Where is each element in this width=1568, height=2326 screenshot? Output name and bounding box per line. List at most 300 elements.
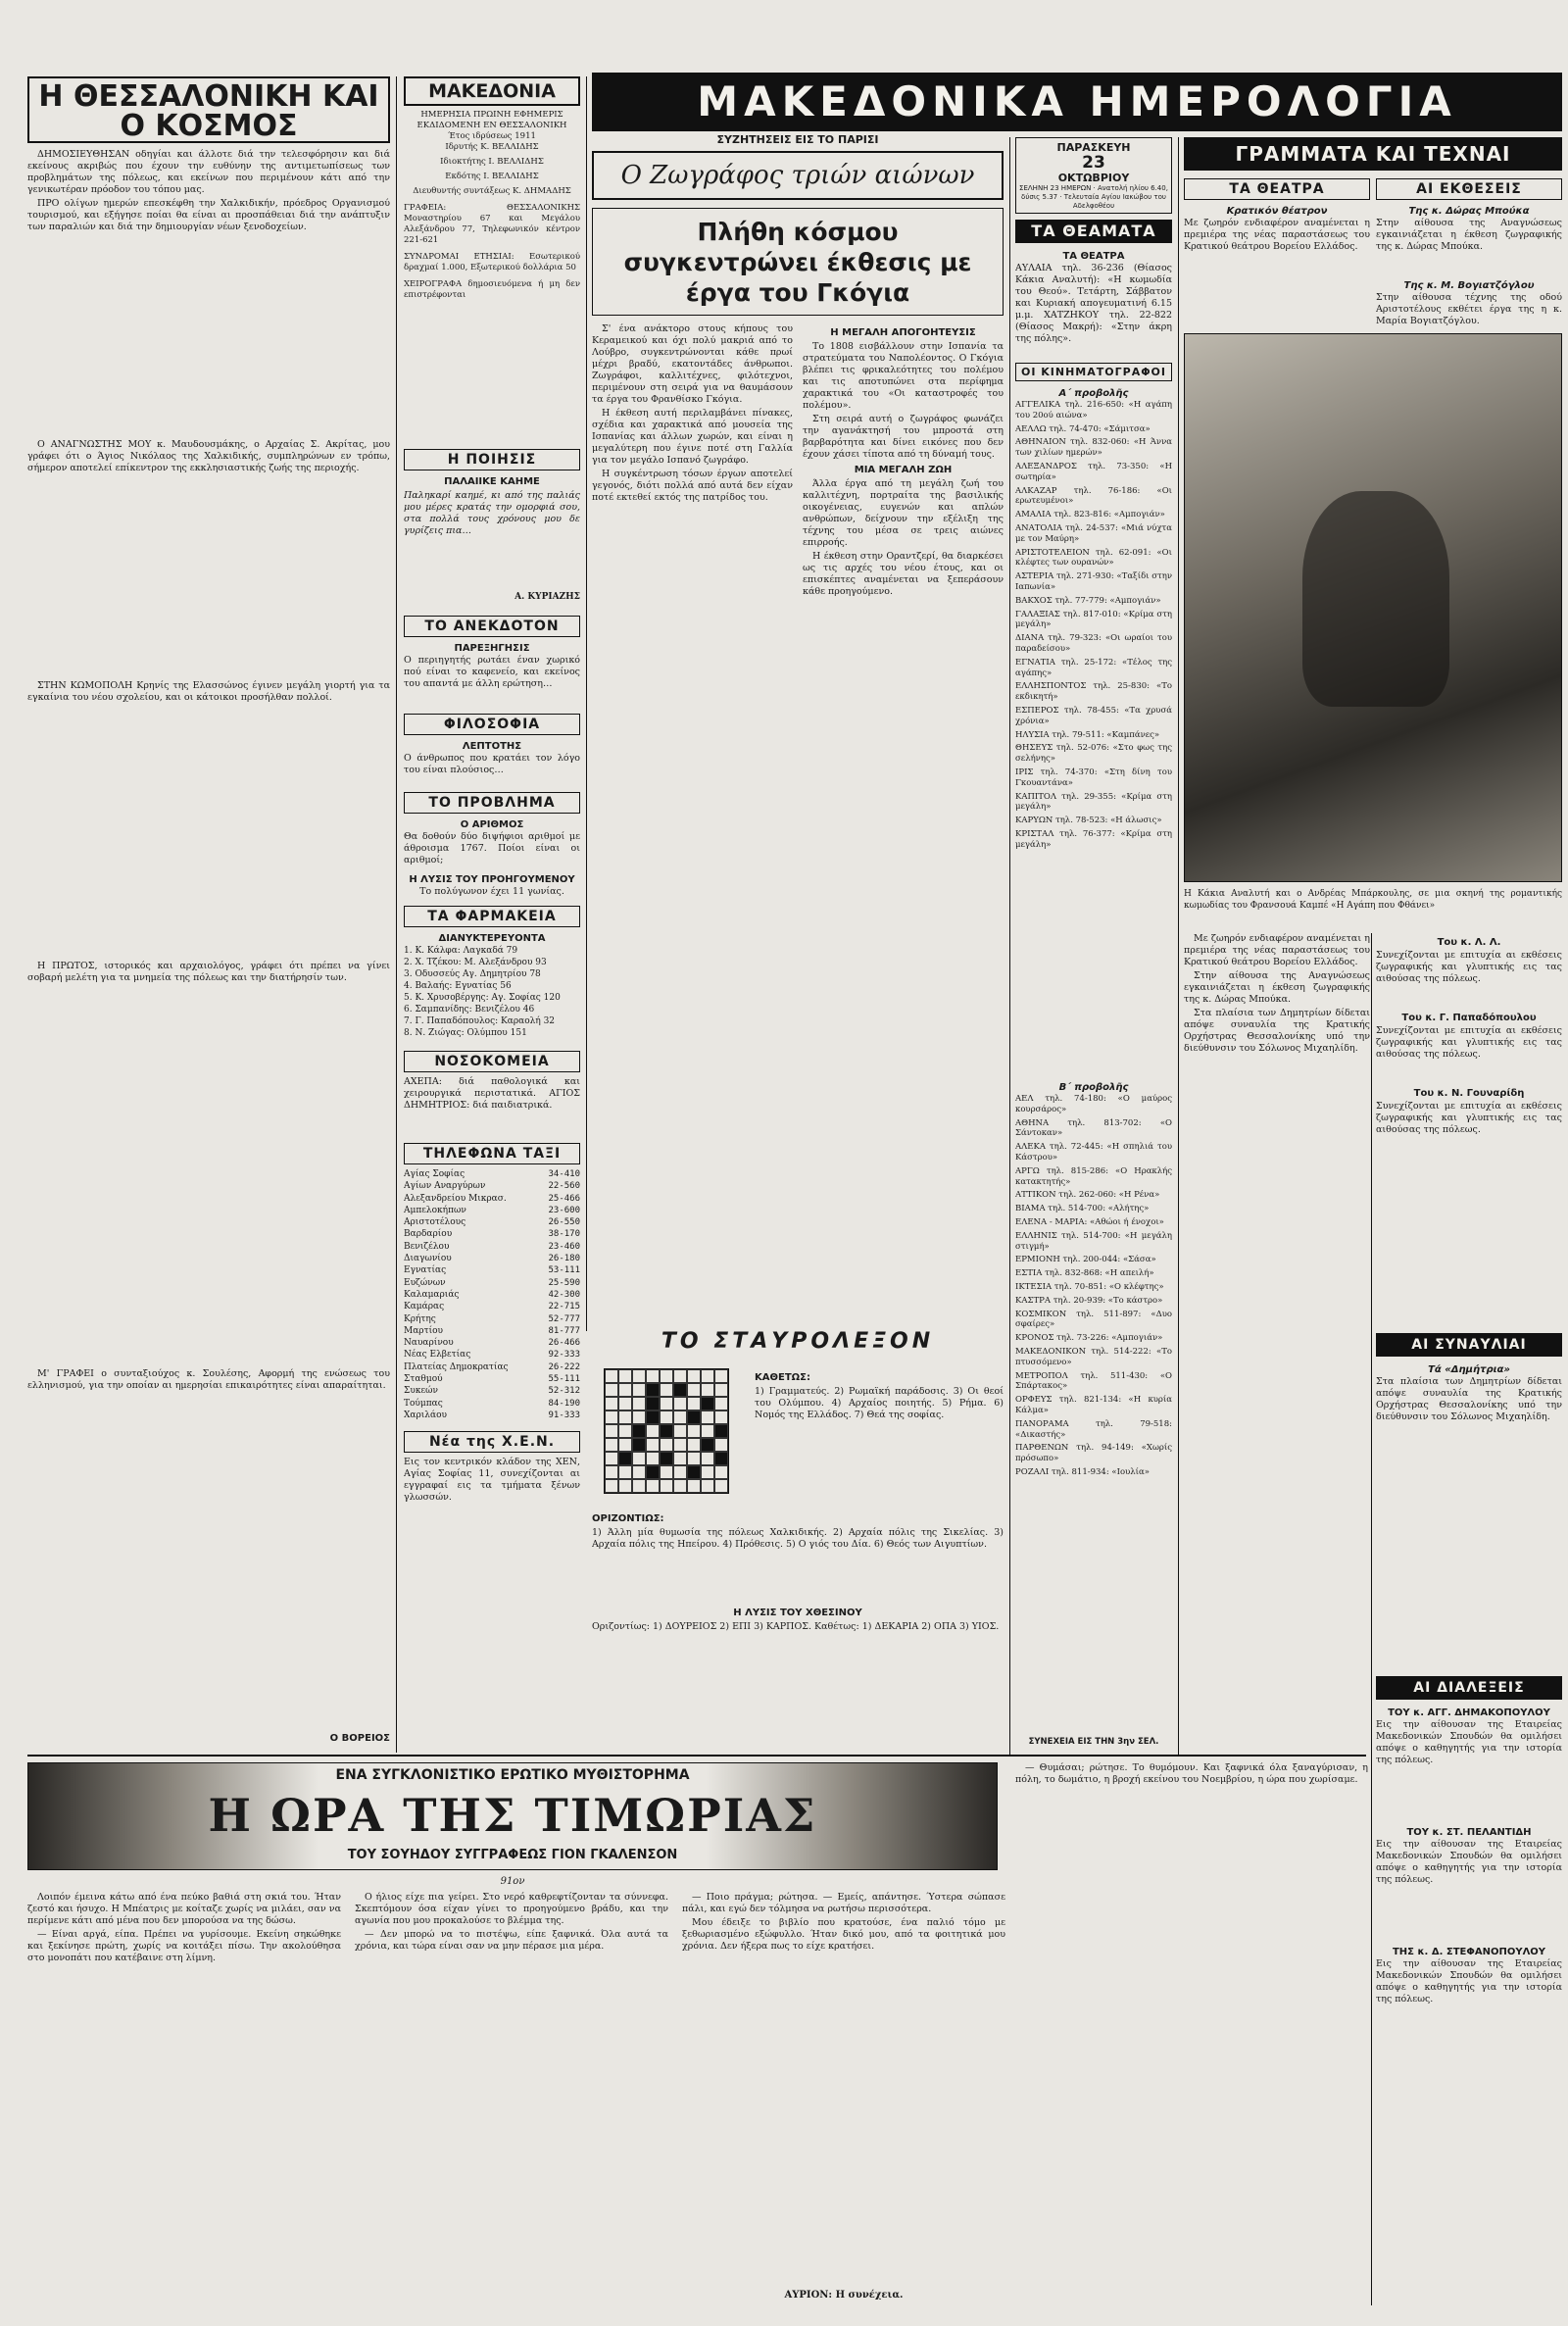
- taxi-phone-row: [404, 1228, 580, 1240]
- crossword-black-cell: [632, 1424, 646, 1438]
- taxi-phone-number: 25-590: [548, 1277, 580, 1288]
- philosophy-subtitle: ΛΕΠΤΟΤΗΣ: [462, 741, 522, 752]
- paragraph: Η έκθεση στην Οραντζερί, θα διαρκέσει ως τις αρχές του νέου έτους, και οι επισκέπτες αναμένεται να ξεπεράσουν κάθε προηγούμενο.: [803, 551, 1004, 597]
- crossword-cell: [646, 1438, 660, 1452]
- theatre-subheading: Κρατικόν θέατρον: [1226, 206, 1328, 217]
- exhibitions-text: Στην αίθουσα τέχνης της οδού Αριστοτέλους εκθέτει έργα της η κ. Μαρία Βογιατζόγλου.: [1376, 292, 1562, 326]
- taxi-stand-name: Μαρτίου: [404, 1325, 443, 1336]
- crossword-cell: [618, 1383, 632, 1397]
- cinema-listing-item: ΘΗΣΕΥΣ τηλ. 52-076: «Στο φως της σελήνης»: [1015, 743, 1172, 765]
- philosophy-heading: ΦΙΛΟΣΟΦΙΑ: [404, 714, 580, 735]
- cinema-listing-item: ΚΑΠΙΤΟΛ τηλ. 29-355: «Κρίμα στη μεγάλη»: [1015, 791, 1172, 813]
- crossword-cell: [714, 1410, 728, 1424]
- cinema-listing-item: ΚΡΟΝΟΣ τηλ. 73-226: «Αμπογιάν»: [1015, 1333, 1163, 1344]
- cinema-listing-item: ΒΙΑΜΑ τηλ. 514-700: «Αλήτης»: [1015, 1204, 1150, 1214]
- crossword-cell: [605, 1369, 618, 1383]
- imprint-tag: ΗΜΕΡΗΣΙΑ ΠΡΩΙΝΗ ΕΦΗΜΕΡΙΣ ΕΚΔΙΔΟΜΕΝΗ ΕΝ ΘΕΣΣΑΛΟΝΙΚΗ: [416, 110, 567, 130]
- date-info: ΣΕΛΗΝΗ 23 ΗΜΕΡΩΝ · Ανατολή ηλίου 6.40, δύσις 5.37 · Τελευταία Αγίου Ιακώβου του Αδελφοθέου: [1019, 184, 1168, 210]
- cinema-listing-item: ΕΡΜΙΟΝΗ τηλ. 200-044: «Σάσα»: [1015, 1255, 1156, 1265]
- crossword-cell: [673, 1438, 687, 1452]
- crossword-cell: [632, 1479, 646, 1493]
- taxi-stand-name: Κρήτης: [404, 1313, 436, 1324]
- article-kryneis: [27, 680, 390, 955]
- solution: Το πολύγωνον έχει 11 γωνίας.: [419, 886, 564, 897]
- headline-box: [592, 208, 1004, 316]
- crossword-cell: [618, 1438, 632, 1452]
- taxi-stand-name: Καμάρας: [404, 1302, 445, 1312]
- taxi-phone-number: 22-715: [548, 1302, 580, 1312]
- taxi-phone-row: [404, 1398, 580, 1410]
- poetry-heading: Η ΠΟΙΗΣΙΣ: [404, 449, 580, 470]
- cinema-listing-item: ΡΟΖΑΛΙ τηλ. 811-934: «Ιουλία»: [1015, 1466, 1150, 1477]
- down-heading: ΚΑΘΕΤΩΣ:: [755, 1372, 810, 1383]
- shows-heading: ΤΑ ΘΕΑΜΑΤΑ: [1015, 220, 1172, 243]
- serial-col3: [682, 1892, 1005, 2284]
- crossword-black-cell: [660, 1424, 673, 1438]
- actor-photo: [1184, 333, 1562, 882]
- pharmacy-item: 3. Οδυσσεύς Αγ. Δημητρίου 78: [404, 969, 541, 979]
- arts-text: Συνεχίζονται με επιτυχία αι εκθέσεις ζωγραφικής και γλυπτικής εις τας αιθούσας της πόλεως.: [1376, 1101, 1562, 1135]
- taxi-stand-name: Σταθμού: [404, 1374, 443, 1385]
- cinema-listing-item: ΙΚΤΕΣΙΑ τηλ. 70-851: «Ο κλέφτης»: [1015, 1281, 1164, 1292]
- cinema-listing-item: ΑΝΑΤΟΛΙΑ τηλ. 24-537: «Μιά νύχτα με τον Μαύρη»: [1015, 522, 1172, 544]
- concerts-subheading: Τά «Δημήτρια»: [1428, 1364, 1510, 1375]
- crossword-cell: [605, 1383, 618, 1397]
- cinema-listing-item: ΓΑΛΑΞΙΑΣ τηλ. 817-010: «Κρίμα στη μεγάλη»: [1015, 609, 1172, 630]
- actor-silhouette: [1302, 491, 1449, 707]
- crossword-black-cell: [701, 1397, 714, 1410]
- crossword-black-cell: [618, 1452, 632, 1465]
- article-reader-letter: [27, 439, 390, 674]
- taxi-stand-name: Χαριλάου: [404, 1410, 447, 1420]
- pharmacy-item: 7. Γ. Παπαδόπουλος: Καραολή 32: [404, 1016, 556, 1026]
- paragraph: Το 1808 εισβάλλουν στην Ισπανία τα στρατεύματα του Ναπολέοντος. Ο Γκόγια βλέπει τις φρικαλεότητες του πολέμου και τις αποτυπώνει στα περίφημα χαρακτικά του «Οι καταστροφές του πολέμου».: [803, 341, 1004, 411]
- taxi-phone-number: 26-466: [548, 1338, 580, 1349]
- taxi-phone-row: [404, 1264, 580, 1276]
- taxi-phone-row: [404, 1313, 580, 1325]
- owner: Ιδιοκτήτης Ι. ΒΕΛΛΙΔΗΣ: [440, 157, 544, 167]
- column-title: Η ΘΕΣΣΑΛΟΝΙΚΗ ΚΑΙ Ο ΚΟΣΜΟΣ: [38, 79, 379, 143]
- subscriptions: ΣΥΝΔΡΟΜΑΙ ΕΤΗΣΙΑΙ: Εσωτερικού δραχμαί 1.000, Εξωτερικού δολλάρια 50: [404, 252, 580, 272]
- crossword-cell: [701, 1369, 714, 1383]
- crossword-across: [592, 1509, 1004, 1598]
- theatres-listing: ΑΥΛΑΙΑ τηλ. 36-236 (Θίασος Κάκια Αναλυτή): «Η κωμωδία του Θεού». Τετάρτη, Σάββατον και Κυριακή απογευματινή 6.15 μ.μ. ΧΑΤΖΗΚΟΥ τηλ. 22-822 (Θίασος Μακρή): «Στην άκρη της πόλης».: [1015, 263, 1172, 344]
- crossword-grid: [604, 1368, 729, 1494]
- pharmacies-heading: ΤΑ ΦΑΡΜΑΚΕΙΑ: [404, 906, 580, 927]
- serial-title: Η ΩΡΑ ΤΗΣ ΤΙΜΩΡΙΑΣ: [208, 1789, 817, 1842]
- anecdote: Ο περιηγητής ρωτάει έναν χωρικό πού είναι το καφενείο, και εκείνος του απαντά με άλλη ερώτηση…: [404, 655, 580, 689]
- manuscripts-notice: ΧΕΙΡΟΓΡΑΦΑ δημοσιευόμενα ή μη δεν επιστρέφονται: [404, 279, 580, 300]
- taxi-stand-name: Αγίων Αναργύρων: [404, 1181, 486, 1192]
- taxi-phone-number: 52-777: [548, 1313, 580, 1324]
- date-number: 23: [1082, 153, 1105, 173]
- taxi-phone-number: 26-180: [548, 1254, 580, 1264]
- crossword-cell: [660, 1465, 673, 1479]
- problem-subtitle: Ο ΑΡΙΘΜΟΣ: [460, 819, 524, 830]
- crossword-cell: [687, 1452, 701, 1465]
- taxi-phones-heading: ΤΗΛΕΦΩΝΑ ΤΑΞΙ: [404, 1143, 580, 1164]
- exhibitions-heading: ΑΙ ΕΚΘΕΣΕΙΣ: [1376, 178, 1562, 200]
- subheading: Η ΜΕΓΑΛΗ ΑΠΟΓΟΗΤΕΥΣΙΣ: [830, 327, 976, 338]
- poem-title: ΠΑΛΑΙΙΚΕ ΚΑΗΜΕ: [444, 476, 540, 487]
- crossword-cell: [618, 1397, 632, 1410]
- date-day: ΠΑΡΑΣΚΕΥΗ: [1056, 141, 1131, 154]
- founder: Ιδρυτής Κ. ΒΕΛΛΙΔΗΣ: [445, 142, 539, 152]
- pharmacies-subtitle: ΔΙΑΝΥΚΤΕΡΕΥΟΝΤΑ: [438, 933, 546, 944]
- crossword-cell: [632, 1452, 646, 1465]
- crossword-cell: [687, 1383, 701, 1397]
- taxi-phone-row: [404, 1253, 580, 1264]
- cinema-listing-item: ΗΛΥΣΙΑ τηλ. 79-511: «Καμπάνες»: [1015, 729, 1160, 740]
- lectures-subheading: ΤΟΥ κ. ΣΤ. ΠΕΛΑΝΤΙΔΗ: [1406, 1827, 1532, 1838]
- crossword-black-cell: [646, 1465, 660, 1479]
- cinema-listing-item: ΑΕΛΛΩ τηλ. 74-470: «Σάμιτσα»: [1015, 423, 1151, 434]
- taxi-stand-name: Τούμπας: [404, 1398, 443, 1409]
- xen-text: Εις τον κεντρικόν κλάδον της ΧΕΝ, Αγίας Σοφίας 11, συνεχίζονται αι εγγραφαί εις τα τμήματα ξένων γλωσσών.: [404, 1457, 580, 1503]
- taxi-phone-number: 92-333: [548, 1350, 580, 1361]
- taxi-phone-row: [404, 1205, 580, 1216]
- newspaper-logo: ΜΑΚΕΔΟΝΙΑ: [404, 76, 580, 106]
- taxi-stand-name: Αριστοτέλους: [404, 1217, 466, 1228]
- taxi-stand-name: Αγίας Σοφίας: [404, 1169, 466, 1179]
- crossword-down: [755, 1368, 1004, 1506]
- taxi-phone-row: [404, 1373, 580, 1385]
- taxi-stand-name: Νέας Ελβετίας: [404, 1350, 471, 1361]
- crossword-cell: [618, 1424, 632, 1438]
- cinemas-heading: ΟΙ ΚΙΝΗΜΑΤΟΓΡΑΦΟΙ: [1015, 363, 1172, 381]
- taxi-phone-number: 23-600: [548, 1205, 580, 1215]
- taxi-stand-name: Εγνατίας: [404, 1265, 447, 1276]
- crossword-cell: [605, 1397, 618, 1410]
- column-divider: [1371, 933, 1372, 2305]
- crossword-cell: [660, 1397, 673, 1410]
- crossword-cell: [673, 1410, 687, 1424]
- crossword-cell: [618, 1410, 632, 1424]
- paragraph: ΔΗΜΟΣΙΕΥΘΗΣΑΝ οδηγίαι και άλλοτε διά την τελεσφόρησιν και διά εκείνους ακριβώς που έχουν την ευθύνην της αντιμετωπίσεως των προβλημάτων της πόλεως, και εκείνων που περιμένουν κάτι από την γενικωτέραν πρόοδον του τόπου μας.: [27, 149, 390, 195]
- crossword-cell: [673, 1465, 687, 1479]
- imprint: [404, 110, 580, 433]
- second-run-heading: Β΄ προβολῆς: [1058, 1082, 1129, 1093]
- photo-caption: Η Κάκια Αναλυτή και ο Ανδρέας Μπάρκουλης, σε μια σκηνή της ρομαντικής κωμωδίας του Φρανσουά Καμπέ «Η Αγάπη που Φθάνει»: [1184, 889, 1562, 911]
- lectures-text: Εις την αίθουσαν της Εταιρείας Μακεδονικών Σπουδών θα ομιλήσει απόψε ο καθηγητής για την ιστορία της πόλεως.: [1376, 1719, 1562, 1765]
- taxi-phone-number: 34-410: [548, 1169, 580, 1179]
- article-pensioner: [27, 1368, 390, 1729]
- crossword-cell: [632, 1383, 646, 1397]
- paragraph: Μ' ΓΡΑΦΕΙ ο συνταξιούχος κ. Σουλέσης, Αφορμή της ενώσεως του ελληνισμού, για την οποίαν αι ημερησίαι επικαιρότητες είναι απαραίτηται.: [27, 1368, 390, 1391]
- crossword-cell: [714, 1369, 728, 1383]
- pharmacy-item: 6. Σαμπανίδης: Βενιζέλου 46: [404, 1005, 535, 1015]
- column-divider: [1009, 137, 1010, 1755]
- cinema-listing-item: ΚΡΙΣΤΑΛ τηλ. 76-377: «Κρίμα στη μεγάλη»: [1015, 828, 1172, 850]
- paragraph: Σ' ένα ανάκτορο στους κήπους του Κεραμεικού και όχι πολύ μακριά από το Λούβρο, συγκεντρώνονται κάθε πρωί μέχρι βραδύ, εκατοντάδες άνθρωποι. Ζωγράφοι, καλλιτέχνες, φιλότεχνοι, περιμένουν στη σειρά για να θαυμάσουν τα έργα του Φρανθίσκο Γκόγια.: [592, 323, 793, 405]
- hospitals-heading: ΝΟΣΟΚΟΜΕΙΑ: [404, 1051, 580, 1072]
- crossword-cell: [687, 1369, 701, 1383]
- problem-heading: ΤΟ ΠΡΟΒΛΗΜΑ: [404, 792, 580, 814]
- serial-banner: [27, 1762, 998, 1870]
- taxi-stand-name: Διαγωνίου: [404, 1254, 452, 1264]
- crossword-cell: [618, 1369, 632, 1383]
- taxi-phone-number: 38-170: [548, 1229, 580, 1240]
- paragraph: Στην αίθουσα της Αναγνώσεως εγκαινιάζεται η έκθεση ζωγραφικής της κ. Δώρας Μπούκα.: [1184, 970, 1370, 1005]
- exhibitions-text: Στην αίθουσα της Αναγνώσεως εγκαινιάζεται η έκθεση ζωγραφικής της κ. Δώρας Μπούκα.: [1376, 218, 1562, 252]
- serial-installment: 91ον: [500, 1876, 525, 1887]
- crossword-cell: [646, 1369, 660, 1383]
- crossword-black-cell: [687, 1410, 701, 1424]
- taxi-phone-number: 25-466: [548, 1193, 580, 1204]
- paragraph: ΠΡΟ ολίγων ημερών επεσκέφθη την Χαλκιδικήν, πρόεδρος Οργανισμού τουρισμού, και εξήγησε ποίαι θα είναι αι προσπάθειαι διά την ανάπτυξιν των παραλιών και διά την δημιουργίαν νέων ξενοδοχείων.: [27, 198, 390, 232]
- serial-kicker: ΕΝΑ ΣΥΓΚΛΟΝΙΣΤΙΚΟ ΕΡΩΤΙΚΟ ΜΥΘΙΣΤΟΡΗΜΑ: [335, 1767, 690, 1783]
- arts-text: Συνεχίζονται με επιτυχία αι εκθέσεις ζωγραφικής και γλυπτικής εις τας αιθούσας της πόλεως.: [1376, 950, 1562, 984]
- crossword-solution: [592, 1604, 1004, 1672]
- subheading: Του κ. Γ. Παπαδόπουλου: [1401, 1013, 1537, 1023]
- cinema-listing-item: ΑΘΗΝΑ τηλ. 813-702: «Ο Σάντοκαν»: [1015, 1117, 1172, 1139]
- serial-col2: [355, 1892, 668, 2303]
- taxi-phone-number: 91-333: [548, 1410, 580, 1420]
- crossword-cell: [660, 1438, 673, 1452]
- crossword-cell: [714, 1383, 728, 1397]
- publisher: Εκδότης Ι. ΒΕΛΛΙΔΗΣ: [445, 172, 539, 181]
- crossword-cell: [687, 1438, 701, 1452]
- arts-text: Συνεχίζονται με επιτυχία αι εκθέσεις ζωγραφικής και γλυπτικής εις τας αιθούσας της πόλεως.: [1376, 1025, 1562, 1060]
- crossword-cell: [605, 1410, 618, 1424]
- article-goya-col2: [803, 323, 1004, 1108]
- taxi-phone-number: 84-190: [548, 1398, 580, 1409]
- cinema-listing-second-run: [1015, 1094, 1172, 1731]
- concerts-heading: ΑΙ ΣΥΝΑΥΛΙΑΙ: [1376, 1333, 1562, 1357]
- taxi-phone-row: [404, 1361, 580, 1373]
- crossword-black-cell: [673, 1383, 687, 1397]
- arts-text: [1184, 933, 1370, 1521]
- crossword-cell: [605, 1438, 618, 1452]
- lectures-text: Εις την αίθουσαν της Εταιρείας Μακεδονικών Σπουδών θα ομιλήσει απόψε ο καθηγητής για την ιστορία της πόλεως.: [1376, 1839, 1562, 1885]
- crossword-cell: [632, 1397, 646, 1410]
- paragraph: — Δεν μπορώ να το πιστέψω, είπε ξαφνικά. Όλα αυτά τα χρόνια, και τώρα είναι σαν να μην πέρασε μια μέρα.: [355, 1929, 668, 1952]
- crossword-black-cell: [701, 1438, 714, 1452]
- poem-author: Α. ΚΥΡΙΑΖΗΣ: [514, 592, 580, 602]
- crossword-cell: [701, 1383, 714, 1397]
- crossword-cell: [660, 1369, 673, 1383]
- philosophy: Ο άνθρωπος που κρατάει τον λόγο του είναι πλούσιος…: [404, 753, 580, 775]
- theatre-text: Με ζωηρόν ενδιαφέρον αναμένεται η πρεμιέρα της νέας παραστάσεως του Κρατικού θεάτρου Βορείου Ελλάδος.: [1184, 218, 1370, 252]
- crossword-cell: [632, 1465, 646, 1479]
- crossword-cell: [632, 1410, 646, 1424]
- crossword-cell: [673, 1452, 687, 1465]
- taxi-phone-row: [404, 1337, 580, 1349]
- crossword-black-cell: [646, 1383, 660, 1397]
- first-run-heading: Α΄ προβολῆς: [1058, 388, 1129, 399]
- crossword-grid-wrap: [604, 1368, 729, 1494]
- crossword-cell: [605, 1465, 618, 1479]
- subheading: Του κ. Ν. Γουναρίδη: [1413, 1088, 1525, 1099]
- across-clues: 1) Άλλη μία θυμωσία της πόλεως Χαλκιδικής. 2) Αρχαία πόλις της Σικελίας. 3) Αρχαία πόλις της Ηπείρου. 4) Πρόθεσις. 5) Ο γιός του Δία. 6) Θεός των Αιγυπτίων.: [592, 1527, 1004, 1550]
- taxi-phone-number: 26-550: [548, 1217, 580, 1228]
- taxi-stand-name: Ευζώνων: [404, 1277, 446, 1288]
- taxi-phone-list: [404, 1168, 580, 1423]
- crossword-cell: [714, 1438, 728, 1452]
- pharmacy-item: 1. Κ. Κάλφα: Λαγκαδά 79: [404, 946, 518, 956]
- paragraph: Η έκθεση αυτή περιλαμβάνει πίνακες, σχέδια και χαρακτικά από μουσεία της Ισπανίας και άλλων χωρών, και είναι η μεγαλύτερη που έγινε ποτέ στη Γαλλία για τον μεγάλο Ισπανό ζωγράφο.: [592, 408, 793, 466]
- editor: Διευθυντής συντάξεως Κ. ΔΗΜΑΔΗΣ: [413, 186, 571, 196]
- taxi-stand-name: Ναυαρίνου: [404, 1338, 454, 1349]
- down-clues: 1) Γραμματεύς. 2) Ρωμαϊκή παράδοσις. 3) Οι θεοί του Ολύμπου. 4) Αρχαίος ποιητής. 5) Ρήμα. 6) Νομός της Ελλάδος. 7) Θεά της σοφίας.: [755, 1386, 1004, 1420]
- crossword-cell: [701, 1410, 714, 1424]
- paragraph: — Θυμάσαι; ρώτησε. Το θυμόμουν. Και ξαφνικά όλα ξαναγύρισαν, η πόλη, το δωμάτιο, η βροχή εκείνου του Νοεμβρίου, η ώρα που χωρίσαμε.: [1015, 1762, 1368, 1785]
- crossword-cell: [605, 1424, 618, 1438]
- theatres-subheading: ΤΑ ΘΕΑΤΡΑ: [1062, 251, 1125, 262]
- crossword-cell: [701, 1479, 714, 1493]
- paragraph: Μου έδειξε το βιβλίο που κρατούσε, ένα παλιό τόμο με ξεθωριασμένο εξώφυλλο. Ήταν δικό μου, από τα φοιτητικά μου χρόνια. Δεν ήξερα πως το είχε κρατήσει.: [682, 1917, 1005, 1952]
- cinema-listing-item: ΚΑΣΤΡΑ τηλ. 20-939: «Το κάστρο»: [1015, 1295, 1163, 1306]
- taxi-phone-number: 23-460: [548, 1241, 580, 1252]
- crossword-cell: [646, 1452, 660, 1465]
- taxi-phone-row: [404, 1289, 580, 1301]
- cinema-listing-item: ΑΣΤΕΡΙΑ τηλ. 271-930: «Ταξίδι στην Ιαπωνία»: [1015, 571, 1172, 592]
- article-thessaloniki: [27, 149, 390, 433]
- founded: Έτος ιδρύσεως 1911: [448, 131, 536, 141]
- cinema-listing-item: ΚΟΣΜΙΚΟΝ τηλ. 511-897: «Δυο σφαίρες»: [1015, 1309, 1172, 1330]
- cinema-listing-item: ΕΛΛΗΣΠΟΝΤΟΣ τηλ. 25-830: «Το εκδικητή»: [1015, 681, 1172, 703]
- column-divider: [586, 76, 587, 1331]
- paragraph: Ο ήλιος είχε πια γείρει. Στο νερό καθρεφτίζονταν τα σύννεφα. Σκεπτόμουν όσα είχαν γίνει το προηγούμενο βράδυ, και την αγωνία που μου προκαλούσε το βλέμμα της.: [355, 1892, 668, 1926]
- crossword-cell: [673, 1424, 687, 1438]
- cinema-listing-item: ΑΛΚΑΖΑΡ τηλ. 76-186: «Οι ερωτευμένοι»: [1015, 485, 1172, 507]
- paragraph: ΣΤΗΝ ΚΩΜΟΠΟΛΗ Κρηνίς της Ελασσώνος έγινεν μεγάλη γιορτή για τα εγκαίνια του νέου σχολείου, και οι κάτοικοι προσήλθαν πολλοί.: [27, 680, 390, 703]
- cinema-listing-item: ΔΙΑΝΑ τηλ. 79-323: «Οι ωραίοι του παραδείσου»: [1015, 633, 1172, 654]
- arts-left-column: [1184, 933, 1370, 1521]
- crossword-title: ΤΟ ΣΤΑΥΡΟΛΕΞΟΝ: [661, 1329, 935, 1354]
- cinema-listing-item: ΕΛΛΗΝΙΣ τηλ. 514-700: «Η μεγάλη στιγμή»: [1015, 1230, 1172, 1252]
- crossword-black-cell: [660, 1452, 673, 1465]
- crossword-cell: [673, 1369, 687, 1383]
- taxi-stand-name: Βενιζέλου: [404, 1241, 450, 1252]
- headline-goya: Ο Ζωγράφος τριών αιώνων: [592, 151, 1004, 200]
- signature: Ο ΒΟΡΕΙΟΣ: [329, 1733, 390, 1744]
- date-month: ΟΚΤΩΒΡΙΟΥ: [1057, 172, 1130, 184]
- paragraph: — Είναι αργά, είπα. Πρέπει να γυρίσουμε. Εκείνη σηκώθηκε και ξεκίνησε πρώτη, χωρίς να κοιτάξει πίσω. Την ακολούθησα στο μονοπάτι που κατέβαινε στη λίμνη.: [27, 1929, 341, 1963]
- crossword-cell: [687, 1479, 701, 1493]
- crossword-cell: [660, 1410, 673, 1424]
- crossword-cell: [687, 1424, 701, 1438]
- taxi-phone-row: [404, 1325, 580, 1337]
- cinema-listing-item: ΑΛΕΞΑΝΔΡΟΣ τηλ. 73-350: «Η σωτηρία»: [1015, 461, 1172, 482]
- taxi-phone-number: 22-560: [548, 1181, 580, 1192]
- crossword-cell: [618, 1465, 632, 1479]
- crossword-black-cell: [646, 1397, 660, 1410]
- cinema-listing-item: ΑΡΙΣΤΟΤΕΛΕΙΟΝ τηλ. 62-091: «Οι κλέφτες των ουρανών»: [1015, 547, 1172, 569]
- taxi-phone-row: [404, 1385, 580, 1397]
- offices: ΓΡΑΦΕΙΑ: ΘΕΣΣΑΛΟΝΙΚΗΣ Μοναστηρίου 67 και Μεγάλου Αλεξάνδρου 77, Τηλεφωνικόν κέντρον 221-621: [404, 203, 580, 245]
- taxi-phone-row: [404, 1168, 580, 1180]
- crossword-cell: [660, 1383, 673, 1397]
- poem: Παληκαρί καημέ, κι από της παλιάς μου μέρες κρατάς την ομορφιά σου, στα πολλά τους χρόνους μου δε γυρίζεις πια…: [404, 490, 580, 536]
- exhibitions-subheading: Της κ. Δώρας Μπούκα: [1408, 206, 1530, 217]
- subheading: Του κ. Λ. Λ.: [1437, 937, 1501, 948]
- serial-next: ΑΥΡΙΟΝ: Η συνέχεια.: [784, 2290, 904, 2301]
- paragraph: Άλλα έργα από τη μεγάλη ζωή του καλλιτέχνη, πορτραίτα της βασιλικής οικογένειας, ευγενών και απλών ανθρώπων, δείχνουν την εξέλιξη της τέχνης του μέσα σε τρεις αιώνες επιρροής.: [803, 478, 1004, 548]
- paragraph: Στα πλαίσια των Δημητρίων δίδεται απόψε συναυλία της Κρατικής Ορχήστρας Θεσσαλονίκης υπό την διεύθυνσιν του Σόλωνος Μιχαηλίδη.: [1184, 1008, 1370, 1054]
- concerts-text: Στα πλαίσια των Δημητρίων δίδεται απόψε συναυλία της Κρατικής Ορχήστρας Θεσσαλονίκης υπό την διεύθυνσιν του Σόλωνος Μιχαηλίδη.: [1376, 1376, 1562, 1422]
- cinema-listing-item: ΕΓΝΑΤΙΑ τηλ. 25-172: «Τέλος της αγάπης»: [1015, 657, 1172, 678]
- taxi-phone-row: [404, 1216, 580, 1228]
- crossword-cell: [673, 1479, 687, 1493]
- cinema-listing-item: ΒΑΚΧΟΣ τηλ. 77-779: «Αμπογιάν»: [1015, 595, 1161, 606]
- taxi-stand-name: Βαρδαρίου: [404, 1229, 453, 1240]
- taxi-phone-row: [404, 1241, 580, 1253]
- article-goya-col1: [592, 323, 793, 1108]
- taxi-phone-row: [404, 1349, 580, 1361]
- taxi-phone-row: [404, 1193, 580, 1205]
- anecdote-heading: ΤΟ ΑΝΕΚΔΟΤΟΝ: [404, 616, 580, 637]
- crossword-cell: [687, 1397, 701, 1410]
- problem: Θα δοθούν δύο διψήφιοι αριθμοί με άθροισμα 1767. Ποίοι είναι οι αριθμοί;: [404, 831, 580, 866]
- cinema-listing-item: ΠΑΝΟΡΑΜΑ τηλ. 79-518: «Δικαστής»: [1015, 1418, 1172, 1440]
- theatre-heading: ΤΑ ΘΕΑΤΡΑ: [1184, 178, 1370, 200]
- crossword-cell: [701, 1465, 714, 1479]
- cinema-listing-item: ΜΕΤΡΟΠΟΛ τηλ. 511-430: «Ο Σπάρτακος»: [1015, 1370, 1172, 1392]
- masthead-subtitle: ΣΥΖΗΤΗΣΕΙΣ ΕΙΣ ΤΟ ΠΑΡΙΣΙ: [716, 133, 879, 146]
- date-box: [1015, 137, 1172, 214]
- crossword-cell: [605, 1452, 618, 1465]
- crossword-cell: [714, 1465, 728, 1479]
- taxi-phone-number: 26-222: [548, 1361, 580, 1372]
- cinema-listing-item: ΙΡΙΣ τηλ. 74-370: «Στη δίνη του Γκουαντάνα»: [1015, 767, 1172, 788]
- pharmacy-item: 5. Κ. Χρυσοβέργης: Αγ. Σοφίας 120: [404, 993, 561, 1003]
- crossword-black-cell: [687, 1465, 701, 1479]
- taxi-phone-number: 42-300: [548, 1289, 580, 1300]
- crossword-cell: [618, 1479, 632, 1493]
- paragraph: Λοιπόν έμεινα κάτω από ένα πεύκο βαθιά στη σκιά του. Ήταν ζεστό και ήσυχο. Η Μπέατρις με κοίταζε χωρίς να μιλάει, σαν να περίμενε κάτι από μένα που δεν μπορούσα να της δώσω.: [27, 1892, 341, 1926]
- column-divider: [396, 76, 397, 1753]
- anecdote-subtitle: ΠΑΡΕΞΗΓΗΣΙΣ: [454, 643, 530, 654]
- crossword-cell: [714, 1479, 728, 1493]
- serial-col4: [1015, 1762, 1368, 2292]
- cinema-listing-item: ΚΑΡΥΩΝ τηλ. 78-523: «Η άλωσις»: [1015, 816, 1162, 826]
- cinema-listing-item: ΟΡΦΕΥΣ τηλ. 821-134: «Η κυρία Κάλμα»: [1015, 1395, 1172, 1415]
- crossword-black-cell: [714, 1452, 728, 1465]
- pharmacy-item: 2. Χ. Τζέκου: Μ. Αλεξάνδρου 93: [404, 958, 547, 967]
- crossword-cell: [673, 1397, 687, 1410]
- crossword-cell: [701, 1452, 714, 1465]
- solution-text: Οριζοντίως: 1) ΔΟΥΡΕΙΟΣ 2) ΕΠΙ 3) ΚΑΡΠΟΣ. Καθέτως: 1) ΔΕΚΑΡΙΑ 2) ΟΠΑ 3) ΥΙΟΣ.: [592, 1621, 1000, 1632]
- hospitals: ΑΧΕΠΑ: διά παθολογικά και χειρουργικά περιστατικά. ΑΓΙΟΣ ΔΗΜΗΤΡΙΟΣ: διά παιδιατρικά.: [404, 1076, 580, 1111]
- crossword-black-cell: [646, 1410, 660, 1424]
- column-title-box: [27, 76, 390, 143]
- taxi-phone-number: 53-111: [548, 1265, 580, 1276]
- crossword-cell: [660, 1479, 673, 1493]
- crossword-cell: [646, 1424, 660, 1438]
- taxi-stand-name: Συκεών: [404, 1386, 438, 1397]
- arts-right-column: [1376, 933, 1562, 1325]
- crossword-cell: [701, 1424, 714, 1438]
- taxi-stand-name: Αμπελοκήπων: [404, 1205, 466, 1215]
- taxi-phone-number: 55-111: [548, 1374, 580, 1385]
- taxi-phone-row: [404, 1410, 580, 1421]
- taxi-phone-row: [404, 1277, 580, 1289]
- cinema-listing-item: ΑΜΑΛΙΑ τηλ. 823-816: «Αμπογιάν»: [1015, 510, 1165, 520]
- paragraph: Στη σειρά αυτή ο ζωγράφος φωνάζει την αγανάκτησή του μπροστά στη βαρβαρότητα και δίνει εικόνες που δεν έχουν χάσει τίποτα από τη δύναμή τους.: [803, 414, 1004, 460]
- headline-exhibition: Πλήθη κόσμου συγκεντρώνει έκθεσις με έργα του Γκόγια: [623, 218, 972, 307]
- solution-heading: Η ΛΥΣΙΣ ΤΟΥ ΧΘΕΣΙΝΟΥ: [733, 1608, 862, 1618]
- lectures-heading: ΑΙ ΔΙΑΛΕΞΕΙΣ: [1376, 1676, 1562, 1700]
- section-rule: [27, 1755, 1366, 1757]
- subheading: ΜΙΑ ΜΕΓΑΛΗ ΖΩΗ: [854, 465, 953, 475]
- cinema-listing-item: ΑΤΤΙΚΟΝ τηλ. 262-060: «Η Ρένα»: [1015, 1190, 1160, 1201]
- xen-heading: Νέα της Χ.Ε.Ν.: [404, 1431, 580, 1453]
- taxi-phone-number: 52-312: [548, 1386, 580, 1397]
- cinema-listing-item: ΑΓΓΕΛΙΚΑ τηλ. 216-650: «Η αγάπη του 20ού αιώνα»: [1015, 400, 1172, 421]
- lectures-text: Εις την αίθουσαν της Εταιρείας Μακεδονικών Σπουδών θα ομιλήσει απόψε ο καθηγητής για την ιστορία της πόλεως.: [1376, 1958, 1562, 2004]
- exhibitions-subheading: Της κ. Μ. Βογιατζόγλου: [1403, 280, 1535, 291]
